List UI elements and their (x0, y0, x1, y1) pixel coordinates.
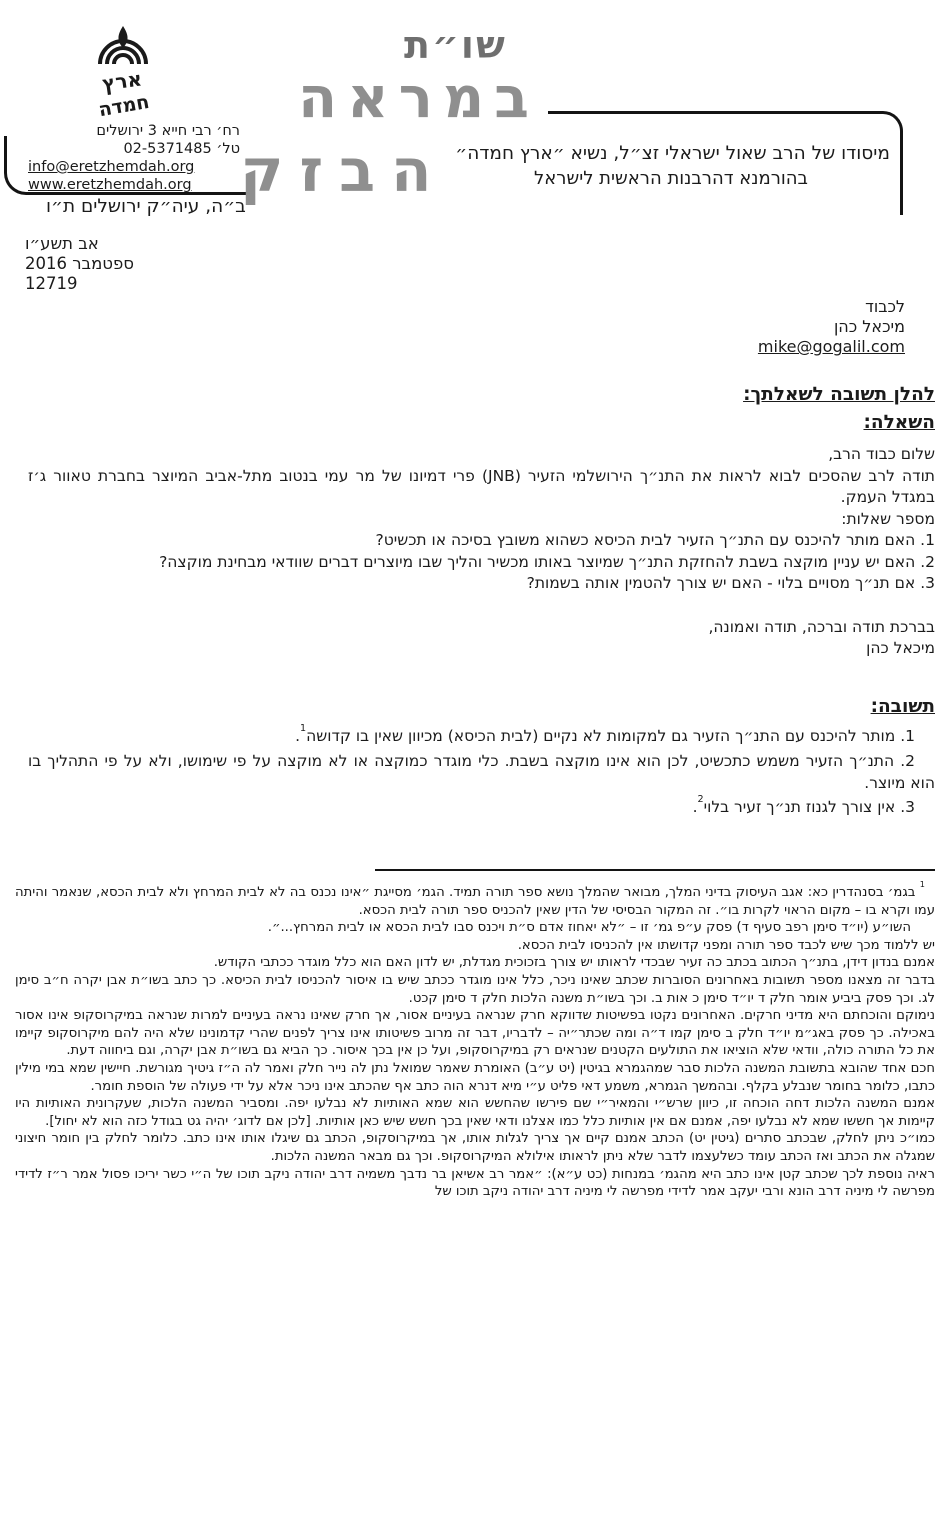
eretz-hemdah-logo (80, 24, 166, 128)
eretz-hemdah-logo-icon (80, 24, 166, 124)
contact-website-link[interactable]: www.eretzhemdah.org (28, 177, 192, 193)
footnote-paragraph: כמו״כ ניתן לחלק, שבכתב סתרים (גיטין יט) הכתב אמנם קיים אך צריך לגלות אותו, אך במיקרוסקופ, הכתב גם שיגלו אותו אינו כתב. כלומר לחלק בין חומר חיצוני שמגלה את הכתב ואז הכתב עומד כשלעצמו לדבר שלא ניתן לראותו אילולא המיקרוסקופ. וכך גם מבאר המשנה הלכות. (15, 1131, 935, 1164)
contact-email-link[interactable]: info@eretzhemdah.org (28, 159, 195, 175)
subtitle-line-1: מיסודו של הרב שאול ישראלי זצ״ל, נשיא ״ארץ חמדה״ (455, 143, 890, 164)
masthead-subtitle (452, 141, 890, 191)
question-greeting: שלום כבוד הרב, (828, 445, 935, 463)
footnotes-block (15, 878, 935, 1201)
masthead-title-shut: שו״ת (404, 23, 507, 67)
answer-list (28, 722, 935, 822)
intro-heading: להלן תשובה לשאלתך: (743, 384, 935, 405)
footnote-paragraph: השו״ע (יו״ד סימן רפב סעיף ד) פסק ע״פ גמ׳ זו – ״לא יאחוז אדם ס״ת ויכנס סבו לבית הכסא או לבית המרחץ...״. (267, 920, 911, 936)
footnote-paragraph: יש ללמוד מכך שיש לכבד ספר תורה ומפני קדושתו אין להכניסו לבית הכסא. (517, 937, 935, 953)
question-item: 1. האם מותר להיכנס עם התנ״ך הזעיר לבית הכיסא כשהוא משובץ בסיכה או תכשיט? (375, 531, 935, 549)
footnote-paragraph: אמנם המשנה הלכות דחה הוכחה זו, כיוון שרש״י והמאיר״י שם פירשו שהחשש הוא שמא האותיות לא נבלעו יפה. ומסביר המשנה הלכות, שעקרונית האותיות היו קיימות אך חששו שמא לא נבלעו יפה, אמנם אם אין אותיות כלל כמו אצלנו ודאי שאין בכך חשש שיש כאן אותיות. [לכן אם לדוג׳ יהיה גט בגודל כזה הוא לא יחול]. (15, 1096, 935, 1129)
footnote-paragraph: $^1$ בגמ׳ בסנהדרין כא: אגב העיסוק בדיני המלך, מבואר שהמלך נושא ספר תורה תמיד. הגמ׳ מסייגת ״אינו נכנס בה לא לבית המרחץ ולא לבית הכסא, שנאמר והיתה עמו וקרא בו – מקום הראוי לקרות בו״. זה המקור הבסיסי של הדין שאין להכניס ספר תורה לבית הכסא. (15, 878, 935, 918)
masthead-title-bemareh: במראה (298, 65, 539, 131)
recipient-block (758, 297, 905, 357)
date-block (25, 234, 134, 294)
footnote-paragraph: ראיה נוספת לכך שכתב קטן אינו כתב היא מהגמ׳ במנחות (כט ע״א): ״אמר רב אשיאן בר נדבך משמיה דרב יהודה ניקב תוכו של ה״י כשר יריכו פסול אמר ר״ז לדידי מפרשה לי מיניה דרב הונא ורבי יעקב אמר לדידי מפרשה לי מיניה דרב יהודה ניקב תוכו של (15, 1166, 935, 1200)
question-closing-1: בברכת תודה וברכה, תודה ואמונה, (708, 617, 935, 636)
question-heading: השאלה: (863, 412, 935, 433)
subtitle-line-2: בהורמנא דהרבנות הראשית לישראל (534, 168, 808, 189)
question-text: תודה לרב שהסכים לבוא לראות את התנ״ך הירושלמי הזעיר (JNB) פרי דמיונו של מר עמי בנטוב מתל-אביב המיוצר בחברת טאוור ג׳ז במגדל העמק. (28, 466, 935, 506)
question-list-intro: מספר שאלות: (841, 509, 935, 528)
answer-item: 2. התנ״ך הזעיר משמש כתכשיט, לכן הוא אינו מוקצה בשבת. כלי מוגדר כמוקצה או לא מוקצה על פי שימושו, ולא על פי התהליך בו הוא מיוצר. (28, 751, 935, 792)
corner-rule-left (4, 136, 253, 195)
question-body (28, 444, 935, 660)
contact-phone: טל׳ 02-5371485 (123, 141, 240, 157)
footnote-paragraph: אמנם בנדון דידן, בתנ״ך הכתוב בכתב כה זעיר שבכדי לראותו יש צורך בזכוכית מגדלת, יש לדון האם הוא כלל מוגדר ככתבי הקודש. (213, 955, 935, 971)
question-closing-2: מיכאל כהן (866, 639, 935, 657)
recipient-email-link[interactable]: mike@gogalil.com (757, 337, 905, 356)
logo-word-top: ארץ (100, 66, 144, 96)
question-list (28, 530, 935, 595)
hebrew-date: אב תשע״ו (25, 234, 99, 253)
bsd-line: ב״ה, עיה״ק ירושלים ת״ו (46, 196, 246, 217)
reference-number: 12719 (25, 274, 78, 293)
footnote-paragraph: נימוקם והוכחתם היא מדיני חרקים. האחרונים נקטו בפשיטות שדווקא חרק שנראה בעיניים אסור, אך חרק שאינו נראה בעיניים למרות שנראה במיקרוסקופ אינו אסור באכילה. כך פסק באג״מ יו״ד חלק ב סימן קמו ד״ה ומה שכתר״יה – לדבריו, דבר זה מרוב פשיטותו אינו צריך לפנים שהרי קדמונינו שלא היה להם מיקרוסקופ קיימו את כל התורה כולה, וודאי שלא הוציאו את התולעים הקטנים שנראים רק במיקרוסקופ, ועל כן אין בכך איסור. כך הביא גם בשו״ת אבן יקרה, וגם ביחווה דעת. (15, 1008, 935, 1059)
logo-word-bottom: חמדה (96, 90, 151, 122)
masthead-title-habazak: הבזק (240, 136, 448, 205)
answer-item: 1. מותר להיכנס עם התנ״ך הזעיר גם למקומות לא נקיים (לבית הכיסא) מכיוון שאין בו קדושה$^1$. (295, 722, 915, 745)
question-item: 3. אם תנ״ך מסויים בלוי - האם יש צורך להטמין אותה בשמות? (526, 574, 935, 592)
answer-item: 3. אין צורך לגנוז תנ״ך זעיר בלוי$^2$. (692, 793, 915, 817)
contact-address: רח׳ רבי חייא 3 ירושלים (96, 123, 240, 139)
gregorian-date: ספטמבר 2016 (25, 254, 135, 273)
question-item: 2. האם יש עניין מוקצה בשבת להחזקת התנ״ך שמיוצר באותו מכשיר והליך שבו מיוצרים דברים שוודאי מבחינת מוקצה? (159, 552, 935, 571)
footnote-paragraph: בדבר זה מצאנו מספר תשובות באחרונים הסוברות שכתב שאינו ניכר, כלל אינו מוגדר ככתב שיש בו איסור להכניסו לבית הכיסא. כך כתב בשו״ת אבן יקרה ח״ב סימן לג. וכך פסק ביביע אומר חלק ד יו״ד סימן כ אות ב. וכך בשו״ת משנה הלכות חלק ד סימן קכט. (15, 972, 935, 1006)
footnote-divider (375, 869, 935, 871)
recipient-name: מיכאל כהן (833, 317, 905, 336)
answer-heading: תשובה: (870, 696, 935, 717)
footnote-paragraph: חכם אחד שהובא בתשובת המשנה הלכות סבר שמהגמרא בגיטין (יט ע״ב) האומרת שאמר שמואל נתן לה נייר חלק ואמר לה ה״ז גיטיך מגורשת. חיישין שמא במי מילין כתבו, כלומר בחומר שנבלע בקלף. ובהמשך הגמרא, משמע דאי פליט ע״י מיא דנרא הוה כתב אף שהכתב אינו ניכר אלא על ידי פעולה של הוספת חומר. (15, 1060, 935, 1094)
recipient-salutation: לכבוד (865, 297, 905, 316)
